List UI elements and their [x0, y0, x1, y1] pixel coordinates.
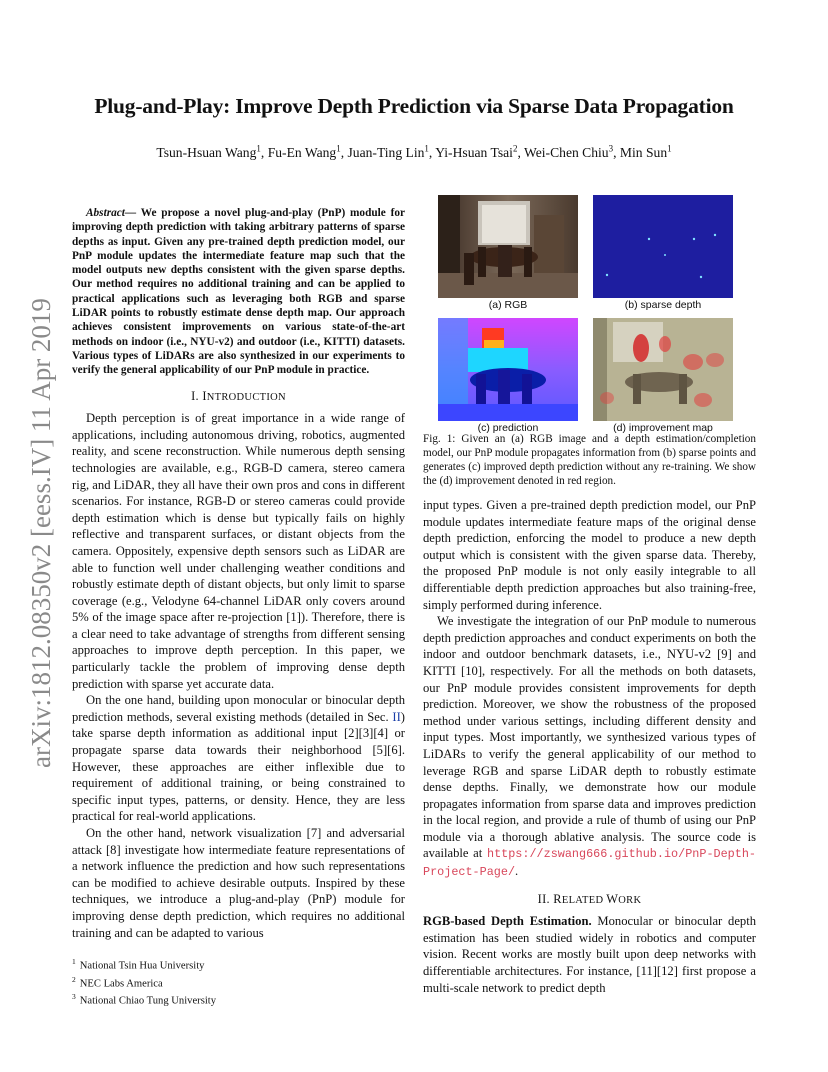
footnote: $^1$ National Tsin Hua University — [72, 957, 205, 972]
figure-1 — [423, 195, 756, 434]
improvement-map-image — [593, 318, 733, 421]
related-work-paragraph: RGB-based Depth Estimation. Monocular or binocular depth estimation has been studied widely in robotics and computer vision. Recent works are mostly built upon deep networks with differentiable architectures. For instance, [11][12] first propose a multi-scale network to predict depth — [423, 914, 756, 995]
panel-label-prediction: (c) prediction — [477, 422, 539, 434]
paper-title: Plug-and-Play: Improve Depth Prediction via Sparse Data Propagation — [94, 94, 734, 118]
intro-paragraph-1: Depth perception is of great importance in a wide range of applications, including autonomous driving, robotics, augmented reality, and scene reconstruction. While numerous depth sensing technologies are available, e.g., RGB-D camera, stereo camera rig, and LiDAR, they all have their own pros and cons in different scenarios. For instance, RGB-D or stereo cameras could provide depth estimation which is dense but typically fails on highly reflective and transparent surfaces, or distant objects from the camera. Oppositely, expensive depth sensors such as LiDAR are able to function well under challenging weather conditions and robustly estimate depth of distant objects, but only limit to sparse coverage (e.g., Velodyne 64-channel LiDAR only covers around 5% of the image space after re-projection [1]). Therefore, there is a clear need to take advantage of strengths from different sensing approaches to improve depth perception. In this paper, we particularly tackle the problem of improving dense depth prediction with sparse yet accurate data. — [72, 411, 405, 691]
author: Tsun-Hsuan Wang$^1$, — [156, 143, 268, 160]
arxiv-stamp — [8, 280, 68, 780]
panel-label-improvement-map: (d) improvement map — [613, 422, 713, 434]
project-url-link[interactable]: https://zswang666.github.io/PnP-Depth-Project-Page/ — [423, 847, 756, 880]
author: Min Sun$^1$ — [619, 143, 672, 160]
rgb-image — [438, 195, 578, 298]
panel-label-sparse-depth: (b) sparse depth — [624, 299, 702, 311]
author: Juan-Ting Lin$^1$, — [347, 143, 436, 160]
intro-paragraph-3: On the other hand, network visualization [7] and adversarial attack [8] investigate how intermediate feature representations of a network influence the prediction and how such representations can be modified to achieve desirable outputs. Inspired by these techniques, we introduce a plug-and-play (PnP) module for improving dense depth prediction, which requires no additional training and can be adapted to various — [72, 826, 405, 940]
footnote: $^2$ NEC Labs America — [72, 974, 163, 990]
abstract: Abstract— We propose a novel plug-and-play (PnP) module for improving depth prediction with taking arbitrary patterns of sparse depths as input. Given any pre-trained depth prediction model, our PnP module updates the intermediate feature map such that the model outputs new depths consistent with the given sparse depths. Our method requires no additional training and can be applied to practical applications such as leveraging both RGB and sparse LiDAR points to robustly estimate dense depth map. Our approach achieves consistent improvements on various state-of-the-art methods on indoor (i.e., NYU-v2) and outdoor (i.e., KITTI) datasets. Various types of LiDARs are also synthesized in our experiments to verify the general applicability of our PnP module in practice. — [72, 207, 405, 377]
section-link[interactable]: II — [392, 709, 401, 724]
arxiv-id: arXiv:1812.08350v2 [eess.IV] 11 Apr 2019 — [26, 298, 56, 768]
section-heading-related-work: II. RELATED WORK — [537, 891, 642, 906]
author: Wei-Chen Chiu$^3$, — [524, 143, 620, 160]
author: Yi-Hsuan Tsai$^2$, — [435, 143, 524, 160]
footnotes — [72, 955, 402, 1008]
right-paragraph-1: input types. Given a pre-trained depth prediction model, our PnP module updates intermediate feature maps of the original dense depth prediction, enforcing the model to produce a new depth output which is consistent with the given sparse data. Thereby, the proposed PnP module is not only easily integrable to all differentiable depth prediction approaches but also training-free, simply performed during inference. — [423, 498, 756, 612]
section-heading-introduction: I. INTRODUCTION — [191, 388, 286, 403]
left-column — [72, 206, 405, 941]
right-paragraph-2: We investigate the integration of our PnP module to numerous depth prediction approaches and conduct experiments on both the indoor and outdoor benchmark datasets, i.e., NYU-v2 [9] and KITTI [10], respectively. For all the methods on both datasets, our PnP module provides consistent improvements for depth prediction. Moreover, we show the robustness of the proposed method under various settings, including different density and input types. Most importantly, we synthesized various types of LiDARs to verify the general applicability of our method to leverage RGB and sparse LiDAR depth to robustly estimate dense depths. Finally, we demonstrate how our module propagates information from sparse data and improves prediction in the local region, and provide a rule of thumb of using our PnP module via a thorough ablative analysis. The source code is available at https://zswang666.github.io/PnP-Depth-Project-Page/. — [423, 614, 756, 880]
prediction-image — [438, 318, 578, 421]
footnote: $^3$ National Chiao Tung University — [72, 992, 216, 1007]
figure-caption: Fig. 1: Given an (a) RGB image and a depth estimation/completion model, our PnP module propagates information from (b) sparse points and generates (c) improved depth prediction without any re-training. We show the (d) improvement denoted in red region. — [423, 433, 756, 488]
sparse-depth-image — [593, 195, 733, 298]
intro-paragraph-2: On the one hand, building upon monocular or binocular depth prediction methods, several existing methods (detailed in Sec. II) take sparse depth information as additional input [2][3][4] or propagate sparse data towards their neighborhood [5][6]. However, these approaches are either inflexible due to requirement of additional training, or being constrained to specific input types, patterns, or density. Hence, they are less practical for real-world applications. — [72, 693, 405, 824]
right-column — [423, 497, 756, 996]
panel-label-rgb: (a) RGB — [488, 299, 528, 311]
author: Fu-En Wang$^1$, — [267, 143, 348, 160]
author-list — [60, 143, 768, 161]
